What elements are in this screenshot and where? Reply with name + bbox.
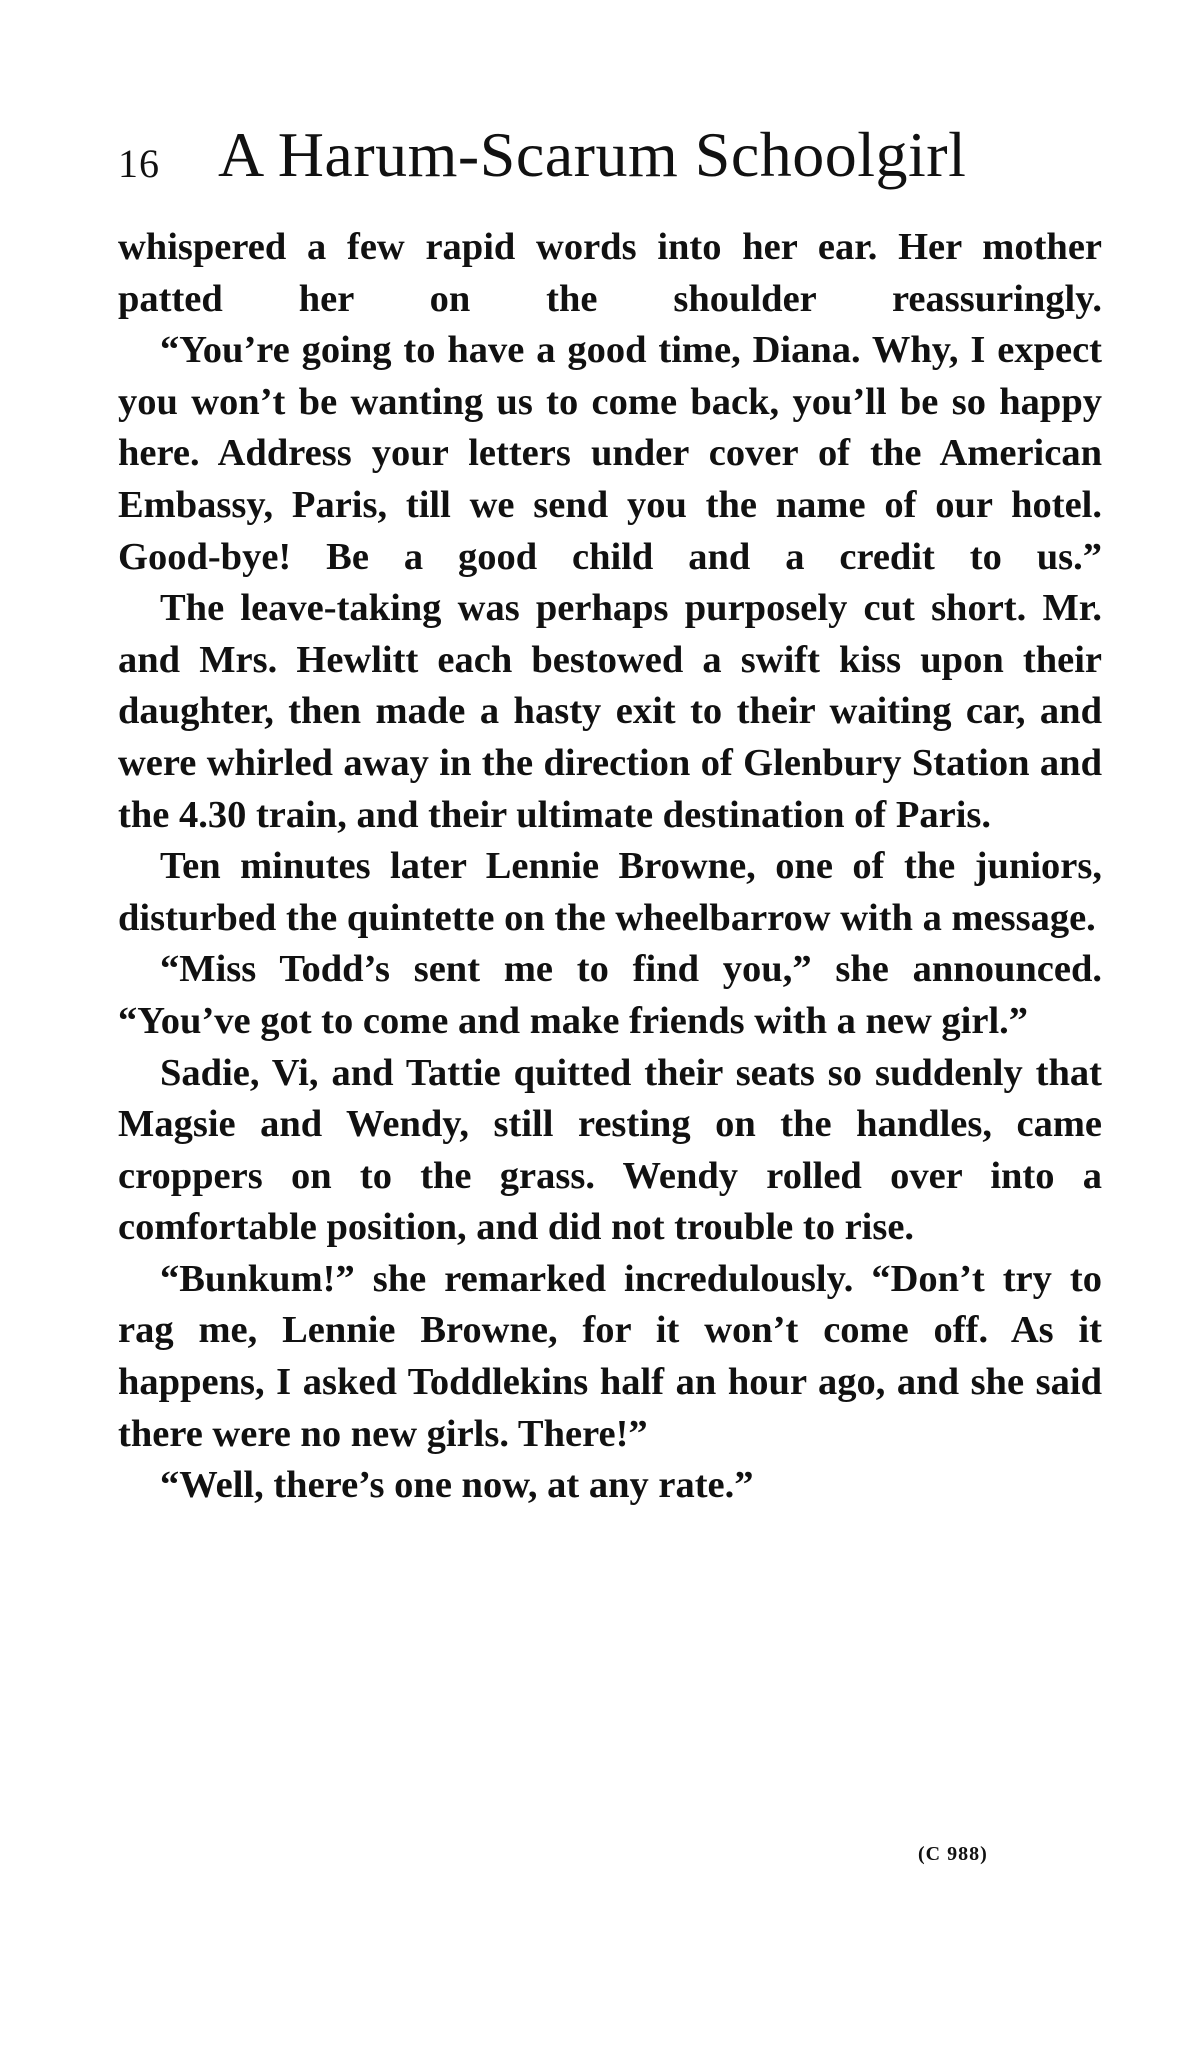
page-number: 16	[118, 141, 160, 186]
running-title: A Harum-Scarum Schoolgirl	[218, 119, 967, 190]
page-header	[118, 118, 1098, 198]
paragraph-4: Ten minutes later Lennie Browne, one of the juniors, disturbed the quintette on the wheelbarrow with a message.	[118, 845, 1102, 939]
paragraph-3: The leave-taking was perhaps purposely cut short. Mr. and Mrs. Hewlitt each bestowed a swift kiss upon their daughter, then made a hasty exit to their waiting car, and were whirled away in the direction of Glenbury Station and the 4.30 train, and their ultimate destination of Paris.	[118, 587, 1102, 836]
paragraph-8: “Well, there’s one now, at any rate.”	[160, 1464, 754, 1507]
paragraph-1: whispered a few rapid words into her ear. Her mother patted her on the shoulder reassuringly.	[118, 226, 1102, 320]
paragraph-7: “Bunkum!” she remarked incredulously. “Don’t try to rag me, Lennie Browne, for it won’t come off. As it happens, I asked Toddlekins half an hour ago, and she said there were no new girls. There!”	[118, 1257, 1102, 1455]
paragraph-6: Sadie, Vi, and Tattie quitted their seats so suddenly that Magsie and Wendy, still resting on the handles, came croppers on to the grass. Wendy rolled over into a comfortable position, and did not trouble to rise.	[118, 1051, 1102, 1249]
body-text	[118, 222, 1102, 1512]
paragraph-5: “Miss Todd’s sent me to find you,” she announced. “You’ve got to come and make friends with a new girl.”	[118, 948, 1102, 1042]
printer-signature-code: (C 988)	[918, 1843, 988, 1865]
paragraph-2: “You’re going to have a good time, Diana. Why, I expect you won’t be wanting us to come back, you’ll be so happy here. Address your letters under cover of the American Embassy, Paris, till we send you the name of our hotel. Good-bye! Be a good child and a credit to us.”	[118, 329, 1102, 578]
